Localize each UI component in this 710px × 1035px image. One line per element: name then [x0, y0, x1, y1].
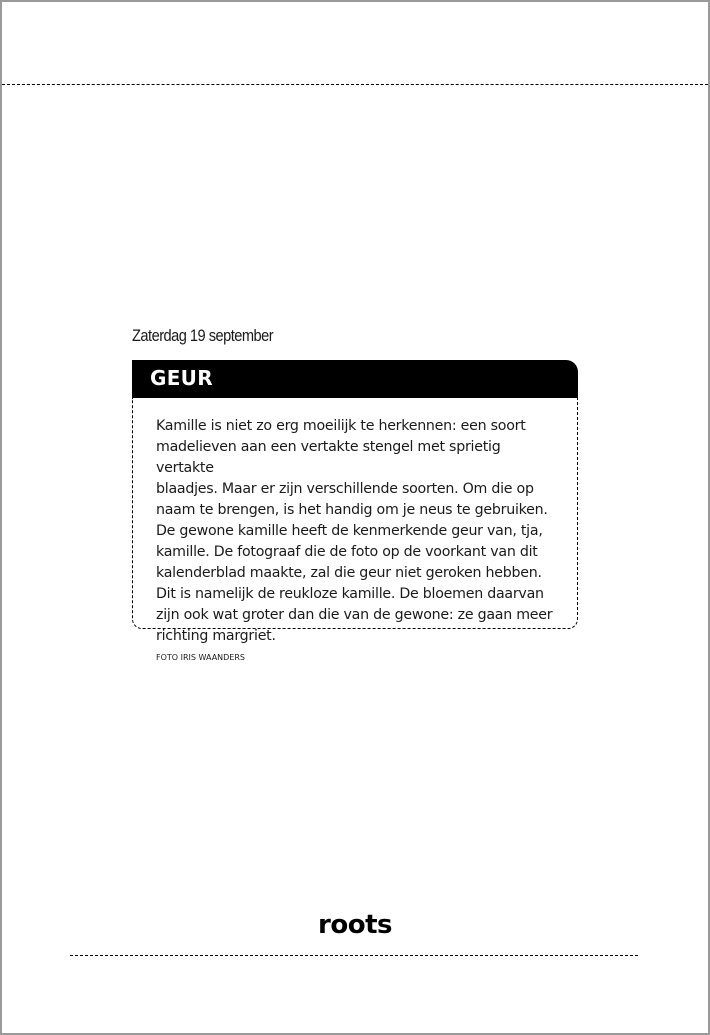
entry-text	[156, 416, 557, 647]
entry-text-line: zijn ook wat groter dan die van de gewone: ze gaan meer	[156, 607, 553, 623]
entry-text-line: naam te brengen, is het handig om je neus te gebruiken.	[156, 502, 548, 518]
entry-title: GEUR	[150, 366, 213, 390]
entry-text-line: Dit is namelijk de reukloze kamille. De bloemen daarvan	[156, 586, 544, 602]
brand-logo: roots	[318, 910, 392, 940]
cut-line-top	[2, 84, 708, 85]
entry-text-line: Kamille is niet zo erg moeilijk te herkennen: een soort	[156, 418, 526, 434]
entry-card	[132, 360, 578, 662]
entry-text-line: madelieven aan een vertakte stengel met sprietig vertakte	[156, 439, 501, 476]
entry-text-line: blaadjes. Maar er zijn verschillende soorten. Om die op	[156, 481, 534, 497]
entry-text-line: richting margriet.	[156, 628, 276, 644]
entry-date: Zaterdag 19 september	[132, 326, 274, 345]
entry-text-line: De gewone kamille heeft de kenmerkende geur van, tja,	[156, 523, 543, 539]
cut-line-bottom	[70, 955, 638, 956]
entry-header	[132, 360, 578, 398]
entry-text-line: kamille. De fotograaf die de foto op de voorkant van dit	[156, 544, 538, 560]
photo-credit: FOTO IRIS WAANDERS	[156, 653, 245, 662]
entry-body	[132, 398, 578, 662]
entry-text-line: kalenderblad maakte, zal die geur niet geroken hebben.	[156, 565, 542, 581]
